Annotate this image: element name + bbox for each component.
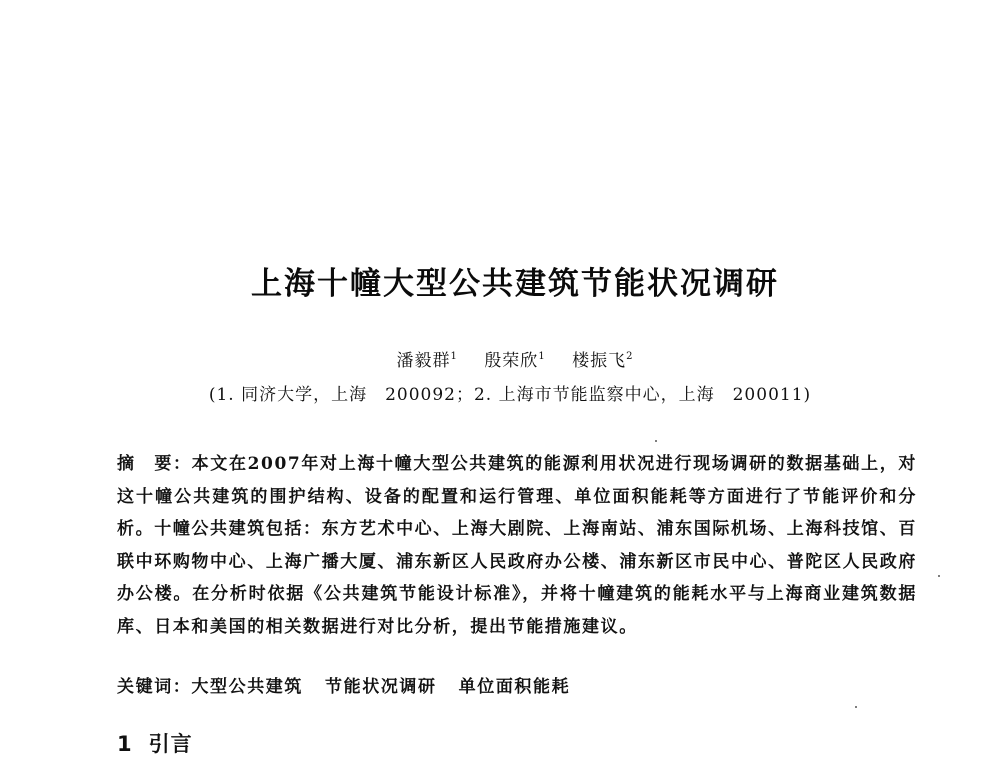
author-1 (397, 351, 458, 371)
author-name: 殷荣欣 (484, 351, 539, 371)
author-affiliation-mark: 1 (450, 351, 458, 362)
keyword: 节能状况调研 (325, 677, 437, 697)
keywords (117, 672, 917, 697)
abstract (117, 448, 917, 643)
scan-speck (938, 575, 940, 577)
keywords-label: 关键词： (117, 677, 192, 697)
scan-speck (655, 440, 657, 442)
paper-title: 上海十幢大型公共建筑节能状况调研 (251, 266, 779, 302)
abstract-text: 本文在2007年对上海十幢大型公共建筑的能源利用状况进行现场调研的数据基础上，对这十幢公共建筑的围护结构、设备的配置和运行管理、单位面积能耗等方面进行了节能评价和分析。十幢公共建筑包括：东方艺术中心、上海大剧院、上海南站、浦东国际机场、上海科技馆、百联中环购物中心、上海广播大厦、浦东新区人民政府办公楼、浦东新区市民中心、普陀区人民政府办公楼。在分析时依据《公共建筑节能设计标准》，并将十幢建筑的能耗水平与上海商业建筑数据库、日本和美国的相关数据进行对比分析，提出节能措施建议。 (117, 454, 918, 637)
author-affiliation-mark: 2 (626, 351, 634, 362)
abstract-label: 摘 要： (117, 454, 192, 474)
section-number: 1 (117, 732, 133, 756)
section-heading (117, 728, 193, 758)
author-3 (572, 351, 633, 371)
section-title: 引言 (148, 732, 193, 756)
author-name: 潘毅群 (396, 351, 451, 371)
scan-speck (855, 706, 857, 708)
author-2 (484, 351, 545, 371)
keyword: 单位面积能耗 (458, 677, 571, 697)
author-name: 楼振飞 (572, 351, 627, 371)
keyword: 大型公共建筑 (191, 677, 304, 697)
affiliations: (1. 同济大学，上海 200092；2. 上海市节能监察中心，上海 200011) (208, 385, 812, 405)
author-affiliation-mark: 1 (538, 351, 546, 362)
author-list (0, 346, 1000, 371)
